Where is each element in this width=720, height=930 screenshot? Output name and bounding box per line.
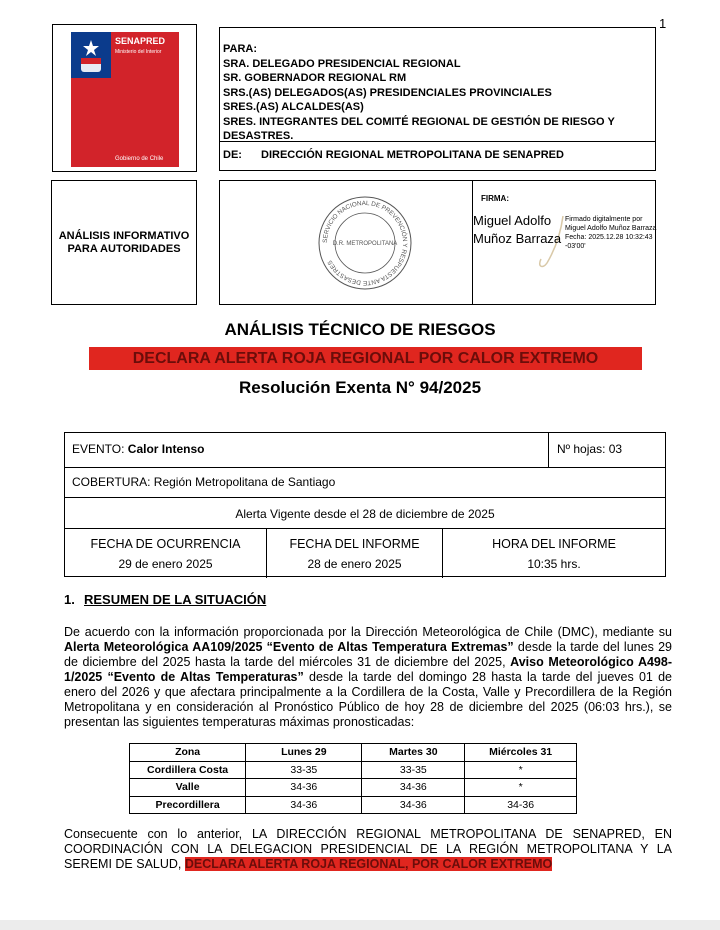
table-header: Zona	[130, 744, 246, 762]
table-cell: 34-36	[362, 779, 465, 797]
resolution-number: Resolución Exenta N° 94/2025	[238, 378, 482, 397]
table-row	[130, 796, 577, 814]
section-title: RESUMEN DE LA SITUACIÓN	[84, 592, 267, 607]
table-cell: 34-36	[246, 779, 362, 797]
addressee-line: SR. GOBERNADOR REGIONAL RM	[223, 72, 407, 84]
conclusion-text: Consecuente con lo anterior, LA DIRECCIÓN REGIONAL METROPOLITANA DE SENAPRED, EN COORDINACIÓN CON LA DELEGACION PRESIDENCIAL DE LA REGIÓN METROPOLITANA Y LA SEREMI DE SALUD,	[64, 827, 672, 871]
occurrence-date-value: 29 de enero 2025	[118, 557, 213, 571]
sender-value: DIRECCIÓN REGIONAL METROPOLITANA DE SENAPRED	[261, 149, 564, 161]
signature-box	[472, 180, 656, 305]
logo-government: Gobierno de Chile	[115, 156, 164, 162]
addressee-box	[219, 27, 656, 171]
sheet-count: Nº hojas: 03	[557, 442, 623, 456]
sender-label: DE:	[223, 149, 242, 161]
report-date-cell	[267, 529, 443, 578]
situation-paragraph	[64, 625, 672, 730]
logo-name: SENAPRED	[115, 36, 166, 46]
table-cell: Precordillera	[130, 796, 246, 814]
table-header: Lunes 29	[246, 744, 362, 762]
stamp-ring-text: SERVICIO NACIONAL DE PREVENCIÓN Y RESPUESTA ANTE DESASTRES	[321, 199, 409, 287]
digital-signature-note: Firmado digitalmente por Miguel Adolfo Muñoz Barraza Fecha: 2025.12.28 10:32:43 -03'00'	[565, 216, 657, 250]
event-value: Calor Intenso	[127, 442, 205, 456]
event-cell	[72, 442, 204, 456]
occurrence-date-header: FECHA DE OCURRENCIA	[90, 537, 241, 551]
p1-text-b: desde la tarde del lunes 29 de diciembre del 2025 hasta la tarde del miércoles 31 de diciembre del 2025,	[64, 640, 672, 669]
coverage: COBERTURA: Región Metropolitana de Santiago	[72, 475, 336, 489]
signer-name: Miguel Adolfo Muñoz Barraza	[473, 213, 562, 246]
p1-text-a: De acuerdo con la información proporcionada por la Dirección Meteorológica de Chile (DMC), mediante su	[64, 625, 672, 639]
report-time-header: HORA DEL INFORME	[492, 537, 616, 551]
alert-validity: Alerta Vigente desde el 28 de diciembre de 2025	[235, 507, 495, 521]
p1-bold-aviso: Aviso Meteorológico A498-1/2025 “Evento de Altas Temperaturas”	[64, 655, 672, 684]
p1-bold-alert: Alerta Meteorológica AA109/2025 “Evento de Altas Temperatura Extremas”	[64, 640, 514, 654]
senapred-logo	[71, 32, 179, 167]
addressee-line: SRS.(AS) DELEGADOS(AS) PRESIDENCIALES PROVINCIALES	[223, 86, 552, 99]
document-title: ANÁLISIS TÉCNICO DE RIESGOS	[224, 320, 496, 339]
section-heading	[64, 592, 267, 607]
section-number: 1.	[64, 592, 75, 607]
signature-label: FIRMA:	[481, 194, 509, 203]
analysis-label-box: ANÁLISIS INFORMATIVO PARA AUTORIDADES	[51, 180, 197, 305]
report-date-header: FECHA DEL INFORME	[289, 537, 420, 551]
report-time-cell	[443, 529, 665, 578]
table-cell: Cordillera Costa	[130, 761, 246, 779]
table-cell: 33-35	[362, 761, 465, 779]
conclusion-highlight: DECLARA ALERTA ROJA REGIONAL, POR CALOR EXTREMO	[184, 857, 553, 871]
temperature-table	[129, 743, 577, 814]
stamp-center-text: D.R. METROPOLITANA	[332, 241, 398, 247]
table-header: Martes 30	[362, 744, 465, 762]
addressee-line: SRES. INTEGRANTES DEL COMITÉ REGIONAL DE GESTIÓN DE RIESGO Y DESASTRES.	[223, 115, 615, 142]
official-stamp	[315, 193, 415, 293]
report-time-value: 10:35 hrs.	[527, 557, 581, 571]
occurrence-date-cell	[65, 529, 267, 578]
table-cell: 33-35	[246, 761, 362, 779]
report-date-value: 28 de enero 2025	[307, 557, 402, 571]
logo-box	[52, 24, 197, 172]
addressee-line: SRA. DELEGADO PRESIDENCIAL REGIONAL	[223, 57, 461, 70]
addressee-lines	[223, 42, 653, 144]
table-cell: *	[465, 761, 577, 779]
table-cell: 34-36	[465, 796, 577, 814]
table-cell: *	[465, 779, 577, 797]
table-row	[130, 779, 577, 797]
addressee-line: SRES.(AS) ALCALDES(AS)	[223, 101, 364, 113]
table-header: Miércoles 31	[465, 744, 577, 762]
stamp-box	[219, 180, 472, 305]
table-cell: 34-36	[362, 796, 465, 814]
addressee-line: PARA:	[223, 43, 258, 55]
table-cell: 34-36	[246, 796, 362, 814]
p1-text-c: desde la tarde del domingo 28 hasta la tarde del jueves 01 de enero del 2026 y que afectara principalmente a la Cordillera de la Costa, Valle y Precordillera de la Región Metropolitana y en consideración al Pronóstico Público de hoy 28 de diciembre del 2025 (06:03 hrs.), se presentan las siguientes temperaturas máximas pronosticadas:	[64, 670, 672, 729]
sender-line	[223, 149, 564, 161]
event-label: EVENTO:	[72, 442, 128, 456]
table-row	[130, 761, 577, 779]
event-info-table	[64, 432, 666, 577]
page-number: 1	[659, 16, 667, 31]
conclusion-paragraph	[64, 827, 672, 872]
logo-subtitle: Ministerio del Interior	[115, 49, 162, 55]
table-cell: Valle	[130, 779, 246, 797]
alert-banner: DECLARA ALERTA ROJA REGIONAL POR CALOR EXTREMO	[89, 347, 642, 370]
coat-of-arms-icon	[71, 32, 111, 78]
